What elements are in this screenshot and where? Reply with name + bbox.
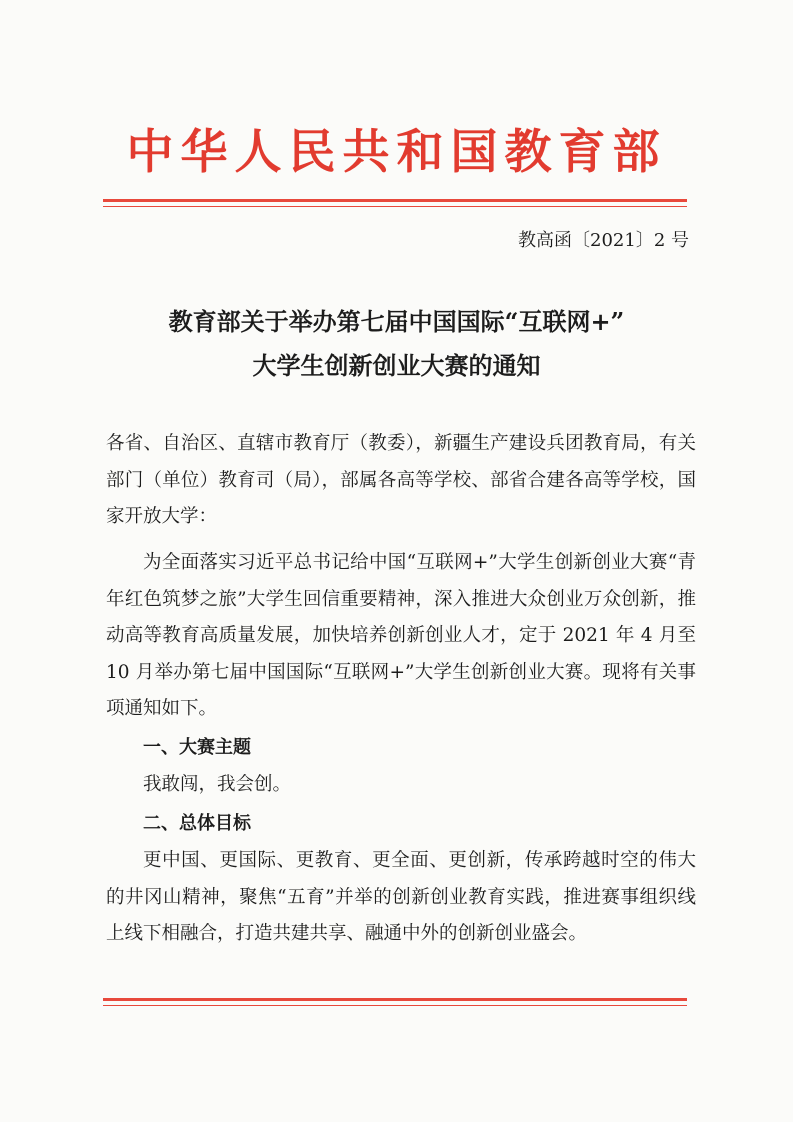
document-title-line-1: 教育部关于举办第七届中国国际“互联网+”	[168, 307, 625, 336]
document-number: 教高函〔2021〕2 号	[518, 230, 689, 251]
header-red-rule-thin	[103, 206, 687, 207]
intro-paragraph: 为全面落实习近平总书记给中国“互联网+”大学生创新创业大赛“青年红色筑梦之旅”大学生回信重要精神，深入推进大众创业万众创新，推动高等教育高质量发展，加快培养创新创业人才，定于 2021 年 4 月至 10 月举办第七届中国国际“互联网+”大学生创新创业大赛。现将有关事项通知如下。	[106, 552, 696, 719]
section-2-heading: 二、总体目标	[143, 813, 251, 834]
footer-red-rule-thin	[103, 1005, 687, 1006]
section-1-heading: 一、大赛主题	[143, 737, 251, 758]
section-1-text: 我敢闯，我会创。	[143, 774, 292, 795]
addressees-paragraph: 各省、自治区、直辖市教育厅（教委），新疆生产建设兵团教育局，有关部门（单位）教育司（局），部属各高等学校、部省合建各高等学校，国家开放大学：	[106, 433, 696, 527]
footer-red-rule-thick	[103, 998, 687, 1001]
document-title-line-2: 大学生创新创业大赛的通知	[252, 351, 541, 380]
section-2-text: 更中国、更国际、更教育、更全面、更创新，传承跨越时空的伟大的井冈山精神，聚焦“五育”并举的创新创业教育实践，推进赛事组织线上线下相融合，打造共建共享、融通中外的创新创业盛会。	[106, 850, 696, 944]
issuer-header: 中华人民共和国教育部	[126, 125, 667, 180]
header-red-rule-thick	[103, 199, 687, 202]
